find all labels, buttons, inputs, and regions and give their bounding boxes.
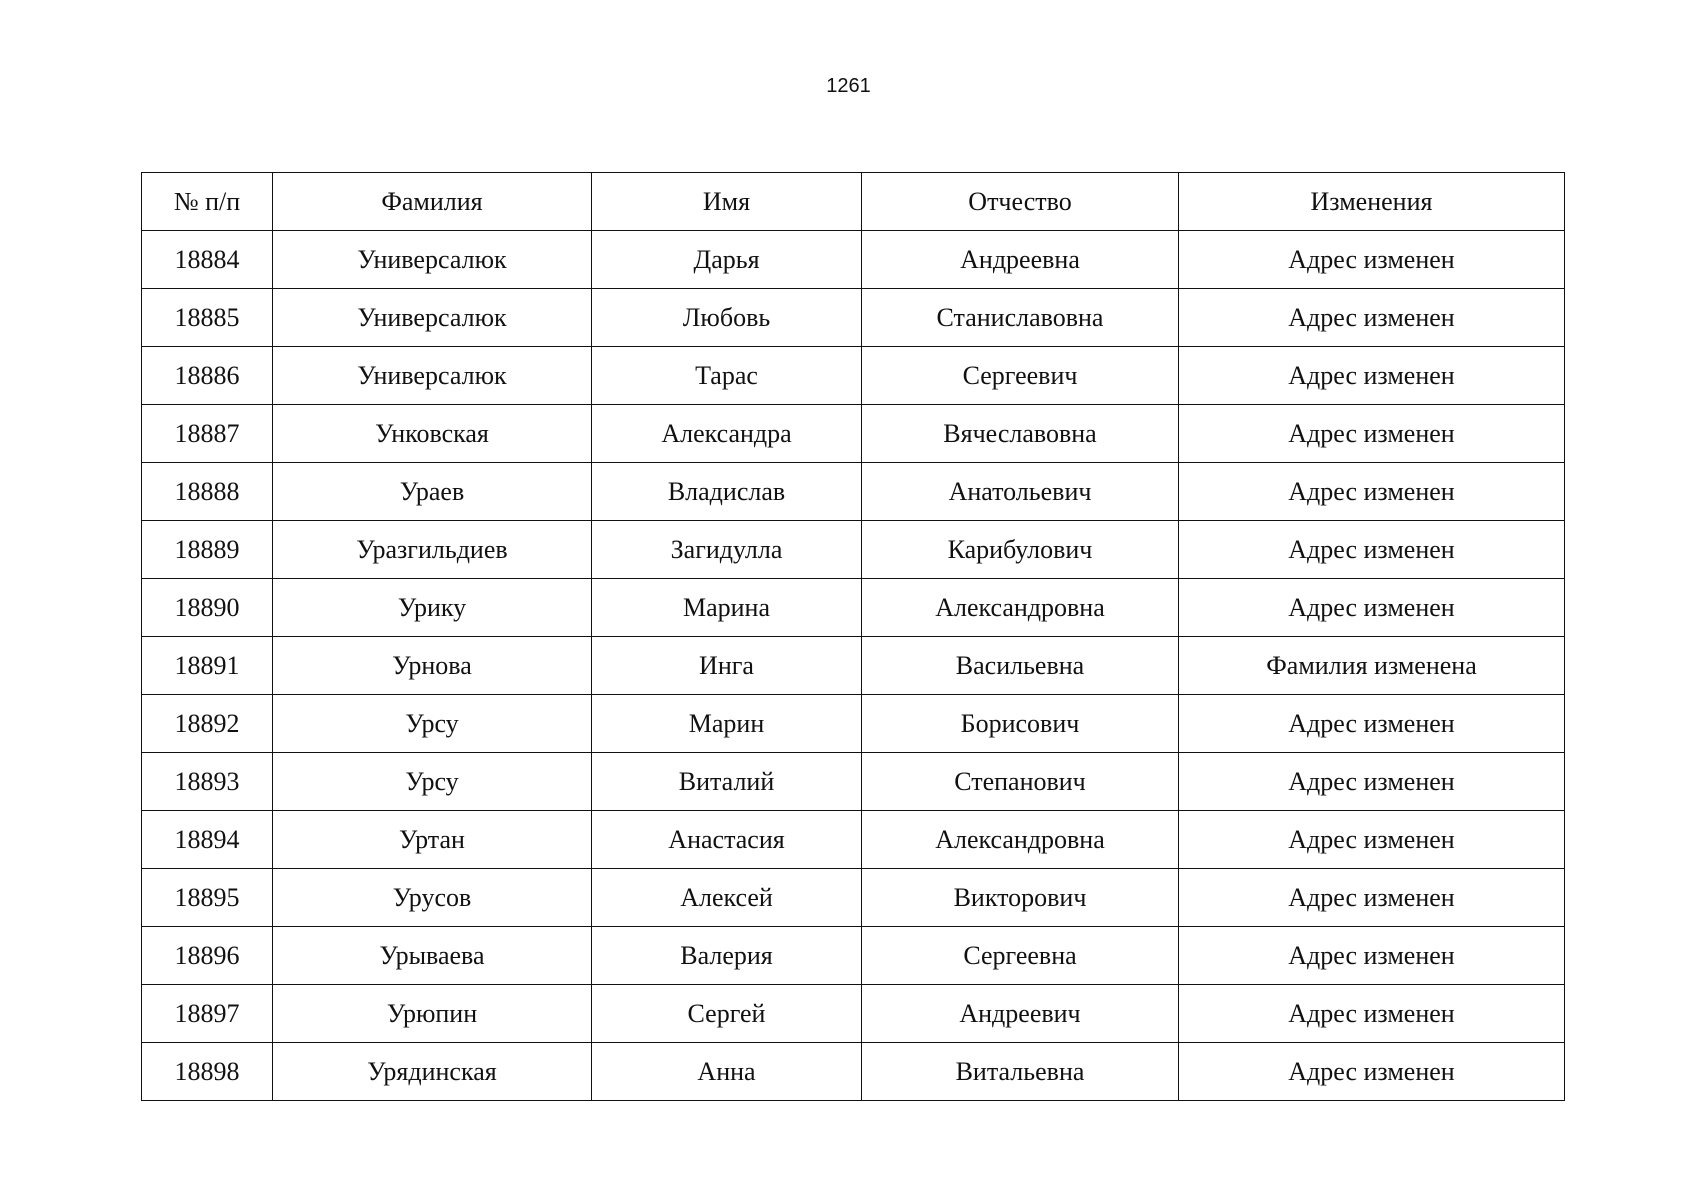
cell-last-name: Урнова	[273, 637, 592, 695]
cell-patronymic: Андреевич	[862, 985, 1179, 1043]
table-row	[142, 869, 1565, 927]
cell-changes: Адрес изменен	[1179, 753, 1565, 811]
cell-num: 18898	[142, 1043, 273, 1101]
cell-last-name: Универсалюк	[273, 231, 592, 289]
cell-patronymic: Витальевна	[862, 1043, 1179, 1101]
cell-patronymic: Вячеславовна	[862, 405, 1179, 463]
cell-patronymic: Сергеевич	[862, 347, 1179, 405]
cell-num: 18885	[142, 289, 273, 347]
cell-num: 18897	[142, 985, 273, 1043]
cell-patronymic: Андреевна	[862, 231, 1179, 289]
header-num: № п/п	[142, 173, 273, 231]
cell-changes: Адрес изменен	[1179, 695, 1565, 753]
cell-patronymic: Александровна	[862, 811, 1179, 869]
cell-num: 18891	[142, 637, 273, 695]
cell-changes: Адрес изменен	[1179, 289, 1565, 347]
table-row	[142, 1043, 1565, 1101]
header-patronymic: Отчество	[862, 173, 1179, 231]
cell-patronymic: Сергеевна	[862, 927, 1179, 985]
cell-last-name: Урсу	[273, 695, 592, 753]
table-row	[142, 463, 1565, 521]
table-row	[142, 521, 1565, 579]
cell-changes: Адрес изменен	[1179, 579, 1565, 637]
cell-num: 18892	[142, 695, 273, 753]
cell-last-name: Урываева	[273, 927, 592, 985]
table-row	[142, 405, 1565, 463]
cell-first-name: Владислав	[592, 463, 862, 521]
cell-num: 18887	[142, 405, 273, 463]
cell-changes: Адрес изменен	[1179, 869, 1565, 927]
header-last-name: Фамилия	[273, 173, 592, 231]
cell-last-name: Уразгильдиев	[273, 521, 592, 579]
register-table	[141, 172, 1565, 1101]
table-row	[142, 289, 1565, 347]
table-header-row	[142, 173, 1565, 231]
table-row	[142, 695, 1565, 753]
cell-changes: Адрес изменен	[1179, 405, 1565, 463]
cell-last-name: Ураев	[273, 463, 592, 521]
table-row	[142, 637, 1565, 695]
cell-patronymic: Степанович	[862, 753, 1179, 811]
table-body	[142, 231, 1565, 1101]
cell-changes: Фамилия изменена	[1179, 637, 1565, 695]
cell-first-name: Валерия	[592, 927, 862, 985]
table-row	[142, 985, 1565, 1043]
cell-first-name: Любовь	[592, 289, 862, 347]
cell-first-name: Анна	[592, 1043, 862, 1101]
cell-first-name: Сергей	[592, 985, 862, 1043]
cell-first-name: Алексей	[592, 869, 862, 927]
cell-num: 18886	[142, 347, 273, 405]
cell-num: 18893	[142, 753, 273, 811]
cell-patronymic: Борисович	[862, 695, 1179, 753]
table-row	[142, 927, 1565, 985]
table-row	[142, 753, 1565, 811]
cell-last-name: Уртан	[273, 811, 592, 869]
cell-changes: Адрес изменен	[1179, 985, 1565, 1043]
cell-first-name: Тарас	[592, 347, 862, 405]
cell-last-name: Урядинская	[273, 1043, 592, 1101]
cell-patronymic: Станиславовна	[862, 289, 1179, 347]
cell-first-name: Виталий	[592, 753, 862, 811]
cell-last-name: Урсу	[273, 753, 592, 811]
cell-patronymic: Карибулович	[862, 521, 1179, 579]
cell-num: 18896	[142, 927, 273, 985]
cell-changes: Адрес изменен	[1179, 347, 1565, 405]
cell-last-name: Урюпин	[273, 985, 592, 1043]
cell-last-name: Универсалюк	[273, 347, 592, 405]
table-row	[142, 579, 1565, 637]
header-changes: Изменения	[1179, 173, 1565, 231]
cell-num: 18889	[142, 521, 273, 579]
cell-num: 18884	[142, 231, 273, 289]
cell-changes: Адрес изменен	[1179, 1043, 1565, 1101]
cell-last-name: Унковская	[273, 405, 592, 463]
cell-num: 18895	[142, 869, 273, 927]
header-first-name: Имя	[592, 173, 862, 231]
cell-patronymic: Васильевна	[862, 637, 1179, 695]
cell-last-name: Урику	[273, 579, 592, 637]
cell-first-name: Марина	[592, 579, 862, 637]
cell-changes: Адрес изменен	[1179, 463, 1565, 521]
cell-last-name: Урусов	[273, 869, 592, 927]
cell-num: 18890	[142, 579, 273, 637]
cell-patronymic: Анатольевич	[862, 463, 1179, 521]
table-row	[142, 811, 1565, 869]
table-row	[142, 231, 1565, 289]
cell-changes: Адрес изменен	[1179, 927, 1565, 985]
cell-changes: Адрес изменен	[1179, 811, 1565, 869]
cell-num: 18888	[142, 463, 273, 521]
cell-changes: Адрес изменен	[1179, 231, 1565, 289]
cell-first-name: Загидулла	[592, 521, 862, 579]
cell-first-name: Инга	[592, 637, 862, 695]
cell-first-name: Марин	[592, 695, 862, 753]
table-row	[142, 347, 1565, 405]
cell-last-name: Универсалюк	[273, 289, 592, 347]
cell-first-name: Александра	[592, 405, 862, 463]
page-number: 1261	[826, 75, 871, 97]
cell-patronymic: Александровна	[862, 579, 1179, 637]
cell-first-name: Дарья	[592, 231, 862, 289]
cell-changes: Адрес изменен	[1179, 521, 1565, 579]
cell-patronymic: Викторович	[862, 869, 1179, 927]
cell-num: 18894	[142, 811, 273, 869]
cell-first-name: Анастасия	[592, 811, 862, 869]
